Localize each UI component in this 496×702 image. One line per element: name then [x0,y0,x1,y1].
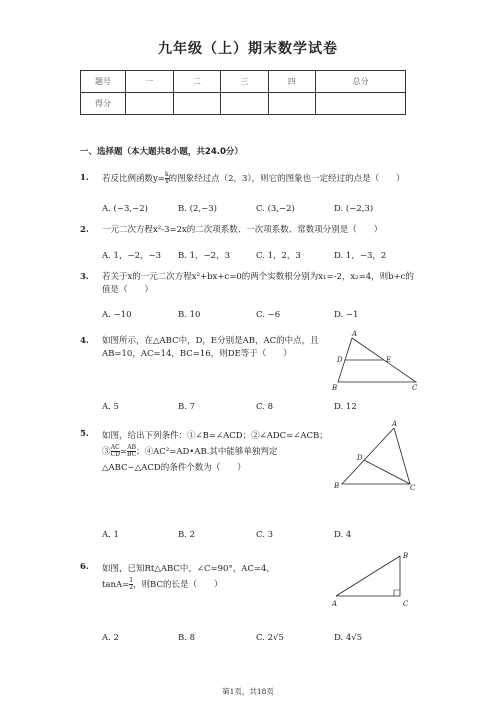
option[interactable]: D. −1 [334,310,359,320]
score-header-cell: 四 [268,71,316,93]
option[interactable]: D. 1，−3，2 [334,251,387,261]
option[interactable]: A. 5 [102,402,119,412]
option[interactable]: A. 2 [102,633,119,643]
option[interactable]: C. 3 [256,530,274,540]
question-number: 1. [80,173,89,183]
vertex-label: A [392,420,398,428]
score-cell [173,93,221,115]
option[interactable]: C. 8 [256,402,274,412]
option[interactable]: B. 8 [178,633,196,643]
option[interactable]: C. 1，2，3 [256,251,301,261]
option[interactable]: D. 4√5 [334,633,363,643]
option[interactable]: B. 2 [178,530,196,540]
option[interactable]: D. (−2,3) [334,204,374,214]
option[interactable]: A. −10 [102,310,132,320]
vertex-label: C [410,484,416,490]
vertex-label: A [332,600,338,608]
vertex-label: E [386,356,392,364]
score-cell [126,93,174,115]
question-text: 如图所示，在△ABC中，D，E分别是AB，AC的中点，且AB=10，AC=14，BC=16，则DE等于（ ） [102,336,319,359]
vertex-label: B [332,384,338,392]
fraction: $\frac{AC}{CD}$ [110,444,120,458]
vertex-label: C [412,384,418,392]
score-table [80,70,406,115]
question-text: 如图，给出下列条件：①∠B=∠ACD；②∠ADC=∠ACB；③ $\frac{AC}{CD}$ = $\frac{AB}{BC}$ ；④AC²=AD•AB.其中能够单独判定△ABC∽△ACD的条件个数为（ ） [102,431,328,473]
option[interactable]: B. 10 [178,310,201,320]
question-number: 2. [80,225,89,235]
score-header-cell: 题号 [81,71,126,93]
page-footer: 第1页，共18页 [222,687,274,696]
score-header-cell: 总分 [316,71,406,93]
vertex-label: D [337,356,343,364]
option[interactable]: C. −6 [256,310,281,320]
question-text: 若关于x的一元二次方程x²+bx+c=0的两个实数根分别为x₁=-2，x₂=4，则b+c的值是（ ） [102,272,414,295]
option[interactable]: B. 1，−2，3 [178,251,230,261]
question-text: 若反比例函数y= $\frac{k}{x}$ 的图象经过点（2，3），则它的图象也一定经过的点是（ ） [102,171,405,185]
score-cell [316,93,406,115]
fraction: $\frac{AB}{BC}$ [127,444,137,458]
score-cell [268,93,316,115]
option[interactable]: A. 1 [102,530,119,540]
option[interactable]: D. 12 [334,402,357,412]
score-table-score-row [81,93,406,115]
option[interactable]: D. 4 [334,530,352,540]
option[interactable]: B. (2,−3) [178,204,217,214]
triangle-figure-q5 [332,418,422,490]
option[interactable]: C. 2√5 [256,633,284,643]
vertex-label: D [357,454,363,462]
option[interactable]: A. 1，−2，−3 [102,251,162,261]
vertex-label: C [403,600,409,608]
score-header-cell: 三 [221,71,269,93]
vertex-label: B [334,482,340,490]
page-title: 九年级（上）期末数学试卷 [158,41,338,57]
question-text: 一元二次方程x²-3=2x的二次项系数、一次项系数、常数项分别是（ ） [102,225,383,235]
score-row-label: 得分 [81,93,126,115]
section-heading: 一、选择题（本大题共8小题，共24.0分） [80,147,243,157]
score-cell [221,93,269,115]
question-number: 6. [80,562,89,572]
option[interactable]: B. 7 [178,402,196,412]
question-number: 3. [80,272,89,282]
option[interactable]: A. (−3,−2) [102,204,148,214]
score-header-cell: 一 [126,71,174,93]
fraction: $\frac{k}{x}$ [164,171,169,185]
right-triangle-figure-q6 [328,550,418,608]
score-header-cell: 二 [173,71,221,93]
score-table-header-row [81,71,406,93]
triangle-figure-q4 [330,330,420,392]
question-text: 如图，已知Rt△ABC中，∠C=90°，AC=4，tanA= $\frac{1}{2}$ ，则BC的长是（ ） [102,564,275,591]
question-number: 5. [80,429,89,439]
question-number: 4. [80,336,89,346]
vertex-label: A [352,330,358,338]
fraction: $\frac{1}{2}$ [129,577,134,591]
vertex-label: B [403,552,409,560]
option[interactable]: C. (3,−2) [256,204,295,214]
